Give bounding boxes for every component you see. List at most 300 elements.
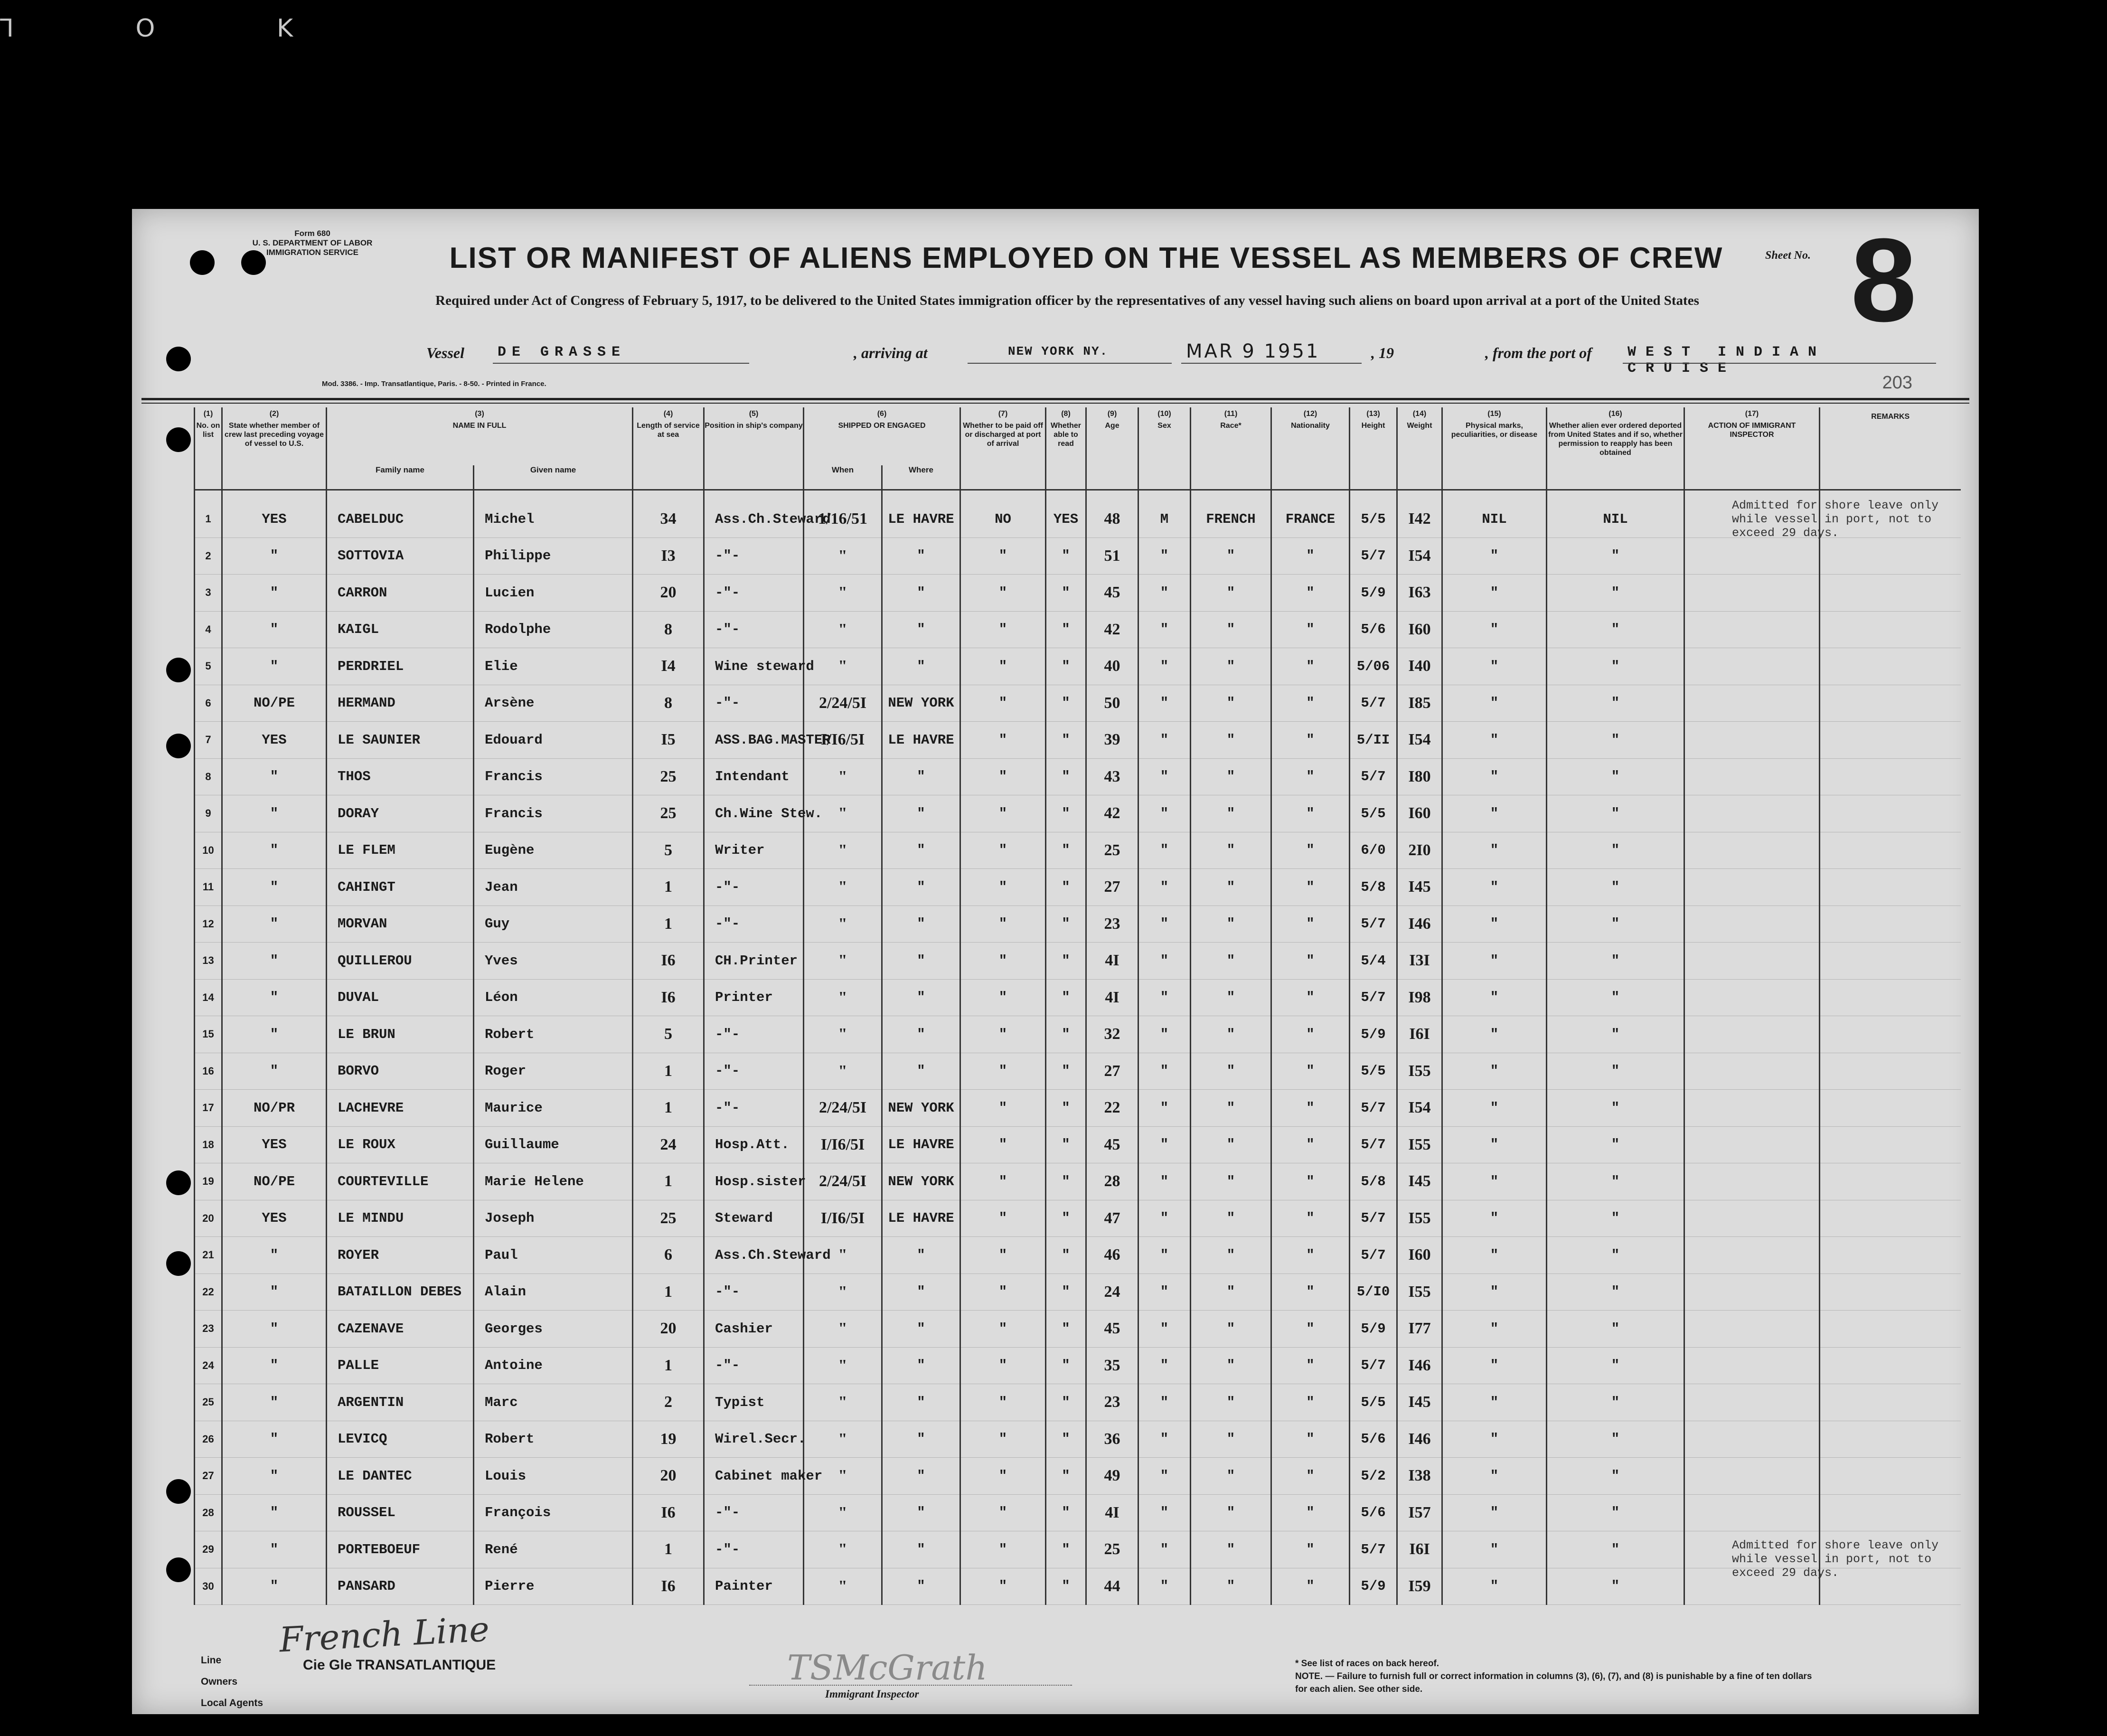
crew-cell: " bbox=[1138, 1274, 1191, 1311]
empty-cell bbox=[1820, 1237, 1961, 1274]
crew-cell: " bbox=[1547, 758, 1684, 795]
crew-cell: " bbox=[222, 648, 327, 685]
crew-cell: Edouard bbox=[474, 722, 633, 759]
crew-cell: 20 bbox=[633, 1458, 704, 1495]
crew-cell: 44 bbox=[1086, 1568, 1138, 1605]
crew-cell: " bbox=[1442, 1384, 1547, 1421]
crew-row bbox=[195, 1311, 1961, 1348]
crew-cell: -"- bbox=[704, 1090, 804, 1127]
crew-cell: 5/7 bbox=[1350, 906, 1397, 943]
column-label: ACTION OF IMMIGRANT INSPECTOR bbox=[1708, 422, 1796, 439]
crew-cell: " bbox=[882, 758, 960, 795]
crew-cell: LE HAVRE bbox=[882, 501, 960, 538]
crew-cell: " bbox=[1138, 722, 1191, 759]
crew-cell: MORVAN bbox=[327, 906, 474, 943]
crew-cell: 5/5 bbox=[1350, 1053, 1397, 1090]
column-label: Weight bbox=[1407, 422, 1432, 430]
crew-cell: " bbox=[960, 1053, 1046, 1090]
crew-cell: " bbox=[1271, 575, 1350, 612]
crew-cell: 28 bbox=[195, 1494, 222, 1531]
crew-cell: " bbox=[1547, 1311, 1684, 1348]
crew-cell: -"- bbox=[704, 869, 804, 906]
crew-cell: 14 bbox=[195, 979, 222, 1016]
crew-cell: " bbox=[960, 979, 1046, 1016]
crew-cell: " bbox=[882, 1016, 960, 1053]
crew-cell: Guy bbox=[474, 906, 633, 943]
crew-cell: " bbox=[1271, 648, 1350, 685]
sheet-number: 8 bbox=[1851, 214, 1917, 346]
column-number: (1) bbox=[203, 410, 213, 418]
crew-cell: " bbox=[1547, 1347, 1684, 1384]
column-header bbox=[704, 407, 804, 490]
crew-cell: " bbox=[1271, 832, 1350, 869]
column-label: No. on list bbox=[196, 422, 220, 439]
crew-cell: 5/7 bbox=[1350, 1347, 1397, 1384]
empty-cell bbox=[1684, 1494, 1820, 1531]
penalty-note: NOTE. — Failure to furnish full or correct information in columns (3), (6), (7), and (8) is punishable by a fine of ten dollars for each alien. See other side. bbox=[1295, 1671, 1812, 1694]
crew-cell: " bbox=[882, 869, 960, 906]
crew-cell: I46 bbox=[1397, 1421, 1442, 1458]
column-number: (15) bbox=[1487, 410, 1501, 418]
crew-cell: I46 bbox=[1397, 1347, 1442, 1384]
crew-cell: " bbox=[1547, 722, 1684, 759]
crew-cell: " bbox=[882, 943, 960, 980]
footer-notes bbox=[1295, 1657, 1817, 1696]
crew-cell: " bbox=[1271, 1163, 1350, 1200]
crew-row bbox=[195, 1053, 1961, 1090]
binder-hole bbox=[166, 734, 191, 758]
crew-cell: NEW YORK bbox=[882, 1090, 960, 1127]
empty-cell bbox=[1684, 611, 1820, 648]
column-label: Whether able to read bbox=[1051, 422, 1081, 448]
crew-cell: PORTEBOEUF bbox=[327, 1531, 474, 1568]
crew-cell: " bbox=[1046, 832, 1086, 869]
crew-cell: 23 bbox=[195, 1311, 222, 1348]
crew-cell: " bbox=[1271, 1494, 1350, 1531]
year-label: , 19 bbox=[1371, 344, 1394, 361]
crew-cell: " bbox=[960, 1090, 1046, 1127]
crew-cell: François bbox=[474, 1494, 633, 1531]
empty-cell bbox=[1684, 1016, 1820, 1053]
line-label: Line bbox=[201, 1655, 222, 1666]
crew-cell: " bbox=[960, 1384, 1046, 1421]
empty-cell bbox=[1820, 611, 1961, 648]
crew-cell: " bbox=[1271, 869, 1350, 906]
empty-cell bbox=[1820, 722, 1961, 759]
crew-cell: " bbox=[1271, 1384, 1350, 1421]
crew-cell: I6I bbox=[1397, 1016, 1442, 1053]
crew-cell: " bbox=[1138, 1568, 1191, 1605]
service: IMMIGRATION SERVICE bbox=[266, 248, 358, 257]
crew-cell: " bbox=[222, 538, 327, 575]
crew-cell: LE HAVRE bbox=[882, 722, 960, 759]
binder-hole bbox=[190, 250, 215, 275]
crew-cell: 5/7 bbox=[1350, 1090, 1397, 1127]
crew-cell: " bbox=[882, 1568, 960, 1605]
crew-cell: " bbox=[222, 575, 327, 612]
crew-cell: Hosp.sister bbox=[704, 1163, 804, 1200]
crew-row bbox=[195, 1494, 1961, 1531]
crew-cell: -"- bbox=[704, 1016, 804, 1053]
crew-cell: " bbox=[1138, 1237, 1191, 1274]
crew-cell: Hosp.Att. bbox=[704, 1126, 804, 1163]
crew-cell: Rodolphe bbox=[474, 611, 633, 648]
crew-cell: " bbox=[1271, 1311, 1350, 1348]
crew-cell: " bbox=[1138, 611, 1191, 648]
crew-cell: Printer bbox=[704, 979, 804, 1016]
crew-cell: 20 bbox=[633, 575, 704, 612]
crew-cell: " bbox=[1191, 1531, 1271, 1568]
crew-cell: " bbox=[960, 1237, 1046, 1274]
crew-cell: Intendant bbox=[704, 758, 804, 795]
crew-row bbox=[195, 1421, 1961, 1458]
crew-cell: I6 bbox=[633, 943, 704, 980]
crew-cell: " bbox=[1046, 869, 1086, 906]
crew-cell: I40 bbox=[1397, 648, 1442, 685]
inspector-label: Immigrant Inspector bbox=[825, 1688, 919, 1700]
column-subheader: Family name bbox=[327, 465, 474, 490]
crew-cell: 45 bbox=[1086, 1311, 1138, 1348]
crew-cell: " bbox=[1271, 1090, 1350, 1127]
crew-row bbox=[195, 648, 1961, 685]
crew-cell: PERDRIEL bbox=[327, 648, 474, 685]
crew-cell: " bbox=[1191, 1237, 1271, 1274]
crew-cell: 6/0 bbox=[1350, 832, 1397, 869]
crew-cell: " bbox=[960, 1494, 1046, 1531]
crew-cell: " bbox=[804, 1384, 882, 1421]
remarks-bottom: Admitted for shore leave only while vessel in port, not to exceed 29 days. bbox=[1732, 1538, 1939, 1580]
crew-cell: " bbox=[1547, 906, 1684, 943]
crew-cell: " bbox=[882, 575, 960, 612]
crew-cell: " bbox=[1191, 722, 1271, 759]
empty-cell bbox=[1684, 648, 1820, 685]
crew-cell: " bbox=[882, 1421, 960, 1458]
crew-cell: " bbox=[1547, 832, 1684, 869]
crew-cell: " bbox=[804, 1494, 882, 1531]
column-label: SHIPPED OR ENGAGED bbox=[838, 422, 926, 430]
crew-cell: 27 bbox=[195, 1458, 222, 1495]
crew-cell: Philippe bbox=[474, 538, 633, 575]
crew-cell: " bbox=[1442, 1090, 1547, 1127]
crew-cell: -"- bbox=[704, 1274, 804, 1311]
crew-cell: " bbox=[1046, 685, 1086, 722]
empty-cell bbox=[1684, 906, 1820, 943]
crew-cell: Antoine bbox=[474, 1347, 633, 1384]
crew-cell: 5/5 bbox=[1350, 795, 1397, 832]
crew-cell: FRENCH bbox=[1191, 501, 1271, 538]
crew-cell: " bbox=[1191, 1421, 1271, 1458]
crew-cell: 1/16/51 bbox=[804, 501, 882, 538]
crew-cell: Lucien bbox=[474, 575, 633, 612]
crew-row bbox=[195, 611, 1961, 648]
column-number: (17) bbox=[1745, 410, 1759, 418]
crew-cell: 13 bbox=[195, 943, 222, 980]
crew-cell: 42 bbox=[1086, 795, 1138, 832]
crew-cell: " bbox=[222, 906, 327, 943]
crew-cell: 2 bbox=[633, 1384, 704, 1421]
crew-cell: NEW YORK bbox=[882, 685, 960, 722]
crew-cell: " bbox=[1271, 1531, 1350, 1568]
empty-cell bbox=[1820, 943, 1961, 980]
crew-cell: 36 bbox=[1086, 1421, 1138, 1458]
crew-cell: 48 bbox=[1086, 501, 1138, 538]
column-label: Age bbox=[1105, 422, 1119, 430]
empty-cell bbox=[1684, 538, 1820, 575]
crew-cell: Marc bbox=[474, 1384, 633, 1421]
crew-cell: NO bbox=[960, 501, 1046, 538]
crew-cell: " bbox=[222, 979, 327, 1016]
crew-cell: " bbox=[804, 1458, 882, 1495]
crew-cell: 22 bbox=[195, 1274, 222, 1311]
crew-cell: 5/7 bbox=[1350, 1531, 1397, 1568]
crew-cell: 8 bbox=[195, 758, 222, 795]
crew-cell: CAZENAVE bbox=[327, 1311, 474, 1348]
crew-cell: ARGENTIN bbox=[327, 1384, 474, 1421]
crew-cell: I55 bbox=[1397, 1274, 1442, 1311]
crew-cell: " bbox=[1442, 832, 1547, 869]
crew-cell: " bbox=[1191, 1458, 1271, 1495]
crew-cell: " bbox=[1046, 1126, 1086, 1163]
crew-cell: " bbox=[960, 1311, 1046, 1348]
sheet-label: Sheet No. bbox=[1765, 249, 1811, 262]
empty-cell bbox=[1684, 1200, 1820, 1237]
empty-cell bbox=[1684, 1347, 1820, 1384]
crew-cell: " bbox=[1547, 1163, 1684, 1200]
crew-cell: I/I6/5I bbox=[804, 722, 882, 759]
crew-cell: 19 bbox=[195, 1163, 222, 1200]
crew-cell: 5/9 bbox=[1350, 1016, 1397, 1053]
column-number: (4) bbox=[663, 410, 673, 418]
crew-cell: " bbox=[804, 1274, 882, 1311]
crew-cell: LE ROUX bbox=[327, 1126, 474, 1163]
crew-cell: 5/06 bbox=[1350, 648, 1397, 685]
crew-cell: " bbox=[1547, 1458, 1684, 1495]
crew-cell: " bbox=[1442, 611, 1547, 648]
crew-cell: " bbox=[1046, 1163, 1086, 1200]
crew-cell: " bbox=[1046, 1090, 1086, 1127]
crew-cell: " bbox=[1191, 1016, 1271, 1053]
crew-cell: " bbox=[804, 1053, 882, 1090]
crew-cell: " bbox=[1191, 1126, 1271, 1163]
crew-cell: Roger bbox=[474, 1053, 633, 1090]
crew-cell: " bbox=[1191, 943, 1271, 980]
crew-cell: I54 bbox=[1397, 1090, 1442, 1127]
binder-hole bbox=[166, 347, 191, 371]
crew-cell: " bbox=[1442, 943, 1547, 980]
crew-cell: " bbox=[1191, 611, 1271, 648]
empty-cell bbox=[1684, 685, 1820, 722]
empty-cell bbox=[1820, 1090, 1961, 1127]
crew-cell: 39 bbox=[1086, 722, 1138, 759]
crew-cell: -"- bbox=[704, 1494, 804, 1531]
crew-cell: Steward bbox=[704, 1200, 804, 1237]
crew-cell: " bbox=[1191, 1311, 1271, 1348]
column-label: State whether member of crew last preceding voyage of vessel to U.S. bbox=[225, 422, 324, 448]
crew-cell: Wine steward bbox=[704, 648, 804, 685]
crew-cell: " bbox=[1271, 1458, 1350, 1495]
crew-cell: " bbox=[804, 795, 882, 832]
crew-cell: Georges bbox=[474, 1311, 633, 1348]
crew-cell: 1 bbox=[633, 869, 704, 906]
crew-cell: 50 bbox=[1086, 685, 1138, 722]
column-label: Nationality bbox=[1291, 422, 1330, 430]
crew-cell: " bbox=[804, 1568, 882, 1605]
column-subheader: Given name bbox=[474, 465, 633, 490]
crew-cell: " bbox=[1442, 979, 1547, 1016]
empty-cell bbox=[1820, 832, 1961, 869]
empty-cell bbox=[1820, 1311, 1961, 1348]
crew-cell: " bbox=[1046, 1494, 1086, 1531]
empty-cell bbox=[1820, 1200, 1961, 1237]
crew-cell: " bbox=[1547, 575, 1684, 612]
crew-cell: " bbox=[882, 1531, 960, 1568]
column-number: (2) bbox=[269, 410, 279, 418]
crew-cell: YES bbox=[222, 722, 327, 759]
crew-cell: " bbox=[1547, 1421, 1684, 1458]
crew-cell: 45 bbox=[1086, 575, 1138, 612]
arriving-label: , arriving at bbox=[854, 344, 928, 361]
crew-cell: 40 bbox=[1086, 648, 1138, 685]
crew-cell: Paul bbox=[474, 1237, 633, 1274]
crew-cell: " bbox=[1442, 648, 1547, 685]
column-label: Position in ship's company bbox=[705, 422, 803, 430]
crew-cell: Writer bbox=[704, 832, 804, 869]
empty-cell bbox=[1684, 1458, 1820, 1495]
crew-cell: 1 bbox=[195, 501, 222, 538]
crew-cell: " bbox=[960, 869, 1046, 906]
crew-cell: COURTEVILLE bbox=[327, 1163, 474, 1200]
column-header bbox=[804, 407, 960, 465]
empty-cell bbox=[1684, 979, 1820, 1016]
crew-cell: " bbox=[882, 832, 960, 869]
column-subheader: When bbox=[804, 465, 882, 490]
crew-cell: Michel bbox=[474, 501, 633, 538]
crew-cell: 20 bbox=[633, 1311, 704, 1348]
empty-cell bbox=[1820, 906, 1961, 943]
crew-cell: " bbox=[960, 611, 1046, 648]
crew-cell: LE HAVRE bbox=[882, 1200, 960, 1237]
crew-cell: " bbox=[804, 1347, 882, 1384]
crew-cell: Léon bbox=[474, 979, 633, 1016]
crew-cell: NIL bbox=[1547, 501, 1684, 538]
crew-cell: LE SAUNIER bbox=[327, 722, 474, 759]
column-label: Height bbox=[1361, 422, 1385, 430]
crew-cell: I85 bbox=[1397, 685, 1442, 722]
crew-cell: LE FLEM bbox=[327, 832, 474, 869]
crew-row bbox=[195, 1568, 1961, 1605]
vessel-name: DE GRASSE bbox=[498, 344, 626, 360]
crew-cell: " bbox=[804, 1237, 882, 1274]
crew-cell: " bbox=[1138, 648, 1191, 685]
crew-cell: 5/I0 bbox=[1350, 1274, 1397, 1311]
crew-cell: " bbox=[1191, 1163, 1271, 1200]
crew-row bbox=[195, 575, 1961, 612]
crew-cell: 5/7 bbox=[1350, 1237, 1397, 1274]
crew-cell: CAHINGT bbox=[327, 869, 474, 906]
crew-cell: " bbox=[1138, 1384, 1191, 1421]
column-number: (7) bbox=[998, 410, 1008, 418]
empty-cell bbox=[1820, 1494, 1961, 1531]
crew-cell: " bbox=[1046, 1531, 1086, 1568]
crew-cell: " bbox=[1138, 869, 1191, 906]
crew-cell: LE BRUN bbox=[327, 1016, 474, 1053]
crew-cell: " bbox=[1547, 1568, 1684, 1605]
empty-cell bbox=[1684, 869, 1820, 906]
crew-cell: 4I bbox=[1086, 943, 1138, 980]
crew-cell: " bbox=[960, 538, 1046, 575]
column-number: (3) bbox=[475, 410, 484, 418]
line-signature: French Line bbox=[278, 1609, 490, 1660]
crew-cell: -"- bbox=[704, 575, 804, 612]
from-label: , from the port of bbox=[1485, 344, 1592, 361]
crew-cell: " bbox=[1442, 1274, 1547, 1311]
crew-cell: " bbox=[1271, 1274, 1350, 1311]
empty-cell bbox=[1820, 1053, 1961, 1090]
arrival-date: MAR 9 1951 bbox=[1186, 340, 1320, 362]
column-number: (10) bbox=[1157, 410, 1171, 418]
crew-cell: " bbox=[1138, 575, 1191, 612]
column-subheader: Where bbox=[882, 465, 960, 490]
crew-cell: 8 bbox=[633, 611, 704, 648]
crew-cell: CABELDUC bbox=[327, 501, 474, 538]
crew-row bbox=[195, 1384, 1961, 1421]
crew-cell: BATAILLON DEBES bbox=[327, 1274, 474, 1311]
empty-cell bbox=[1820, 795, 1961, 832]
crew-cell: " bbox=[1191, 979, 1271, 1016]
crew-table bbox=[194, 407, 1961, 1605]
crew-cell: " bbox=[1547, 1016, 1684, 1053]
crew-row bbox=[195, 1347, 1961, 1384]
crew-cell: " bbox=[1271, 795, 1350, 832]
crew-cell: " bbox=[222, 1568, 327, 1605]
crew-cell: 6 bbox=[633, 1237, 704, 1274]
crew-cell: 18 bbox=[195, 1126, 222, 1163]
crew-row bbox=[195, 758, 1961, 795]
crew-cell: 25 bbox=[195, 1384, 222, 1421]
column-label: REMARKS bbox=[1871, 413, 1910, 421]
crew-cell: I3 bbox=[633, 538, 704, 575]
crew-row bbox=[195, 979, 1961, 1016]
column-number: (9) bbox=[1107, 410, 1117, 418]
crew-cell: I4 bbox=[633, 648, 704, 685]
crew-cell: Ass.Ch.Steward bbox=[704, 501, 804, 538]
crew-cell: I/I6/5I bbox=[804, 1200, 882, 1237]
crew-cell: " bbox=[1138, 1053, 1191, 1090]
binder-hole bbox=[166, 658, 191, 682]
empty-cell bbox=[1820, 1016, 1961, 1053]
crew-cell: 7 bbox=[195, 722, 222, 759]
crew-cell: " bbox=[222, 1494, 327, 1531]
crew-cell: 2/24/5I bbox=[804, 1163, 882, 1200]
crew-cell: " bbox=[1046, 722, 1086, 759]
crew-cell: 5/2 bbox=[1350, 1458, 1397, 1495]
crew-cell: 5/7 bbox=[1350, 758, 1397, 795]
column-header bbox=[633, 407, 704, 490]
crew-cell: 23 bbox=[1086, 1384, 1138, 1421]
crew-cell: Yves bbox=[474, 943, 633, 980]
crew-cell: Maurice bbox=[474, 1090, 633, 1127]
crew-cell: " bbox=[222, 1274, 327, 1311]
crew-cell: KAIGL bbox=[327, 611, 474, 648]
crew-cell: " bbox=[1271, 1237, 1350, 1274]
crew-cell: Cabinet maker bbox=[704, 1458, 804, 1495]
empty-cell bbox=[1820, 1274, 1961, 1311]
crew-cell: " bbox=[882, 795, 960, 832]
crew-cell: 9 bbox=[195, 795, 222, 832]
crew-cell: " bbox=[1046, 1016, 1086, 1053]
crew-cell: 1 bbox=[633, 1347, 704, 1384]
from-port: WEST INDIAN CRUISE bbox=[1627, 344, 1826, 377]
